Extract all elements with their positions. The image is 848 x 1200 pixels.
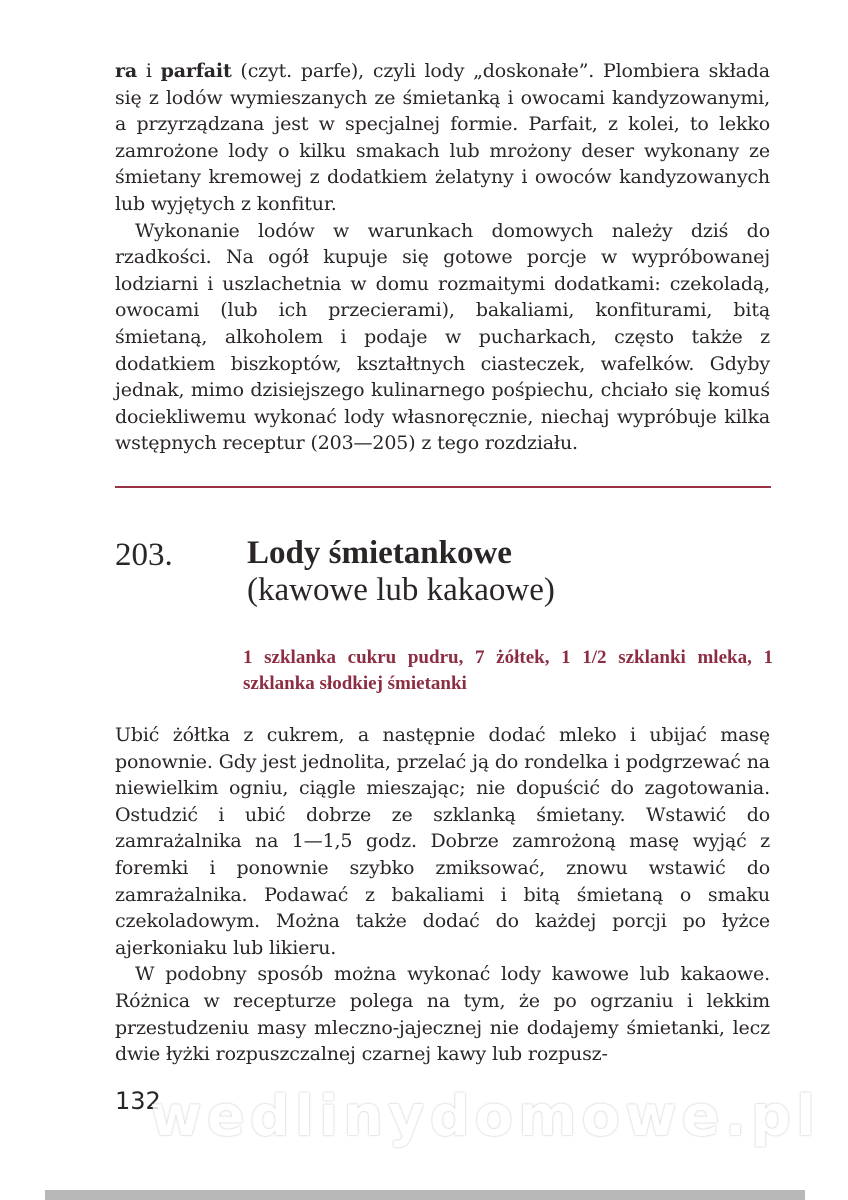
intro-text-fragment-2: (czyt. parfe), czyli lody „doskonałe”. Plombiera składa się z lodów wymieszanych ze śmietanką i owocami kandyzowanymi, a przyrządzana jest w specjalnej formie. Parfait, z kolei, to lekko zamrożone lody o kilku smakach lub mrożony deser wykonany ze śmietany kremowej z dodatkiem żelatyny i owoców kandyzowanych lub wyjętych z konfitur. [115, 60, 770, 215]
intro-paragraph-1 [115, 58, 770, 218]
intro-text [115, 58, 770, 457]
recipe-ingredients: 1 szklanka cukru pudru, 7 żółtek, 1 1/2 szklanki mleka, 1 szklanka słodkiej śmietanki [243, 647, 773, 694]
recipe-number: 203. [115, 537, 173, 573]
term-parfait: parfait [160, 60, 232, 82]
method-paragraph-2: W podobny sposób można wykonać lody kawowe lub kakaowe. Różnica w recepturze polega na tym, że po ogrzaniu i lekkim przestudzeniu masy mleczno-jajecznej nie dodajemy śmietanki, lecz dwie łyżki rozpuszczalnej czarnej kawy lub rozpusz- [115, 963, 770, 1066]
term-plombiera-end: ra [115, 60, 138, 82]
scan-edge-strip [45, 1190, 805, 1200]
recipe-subtitle: (kawowe lub kakaowe) [247, 572, 555, 608]
section-divider [115, 486, 771, 488]
method-paragraph-1: Ubić żółtka z cukrem, a następnie dodać mleko i ubijać masę ponownie. Gdy jest jednolita, przelać ją do rondelka i podgrzewać na niewielkim ogniu, ciągle mieszając; nie dopuścić do zagotowania. Ostudzić i ubić dobrze ze szklanką śmietany. Wstawić do zamrażalnika na 1—1,5 godz. Dobrze zamrożoną masę wyjąć z foremki i ponownie szybko zmiksować, znowu wstawić do zamrażalnika. Podawać z bakaliami i bitą śmietaną o smaku czekoladowym. Można także dodać do każdej porcji po łyżce ajerkoniaku lub likieru. [115, 724, 770, 959]
watermark: wedlinydomowe.pl [150, 1084, 821, 1149]
intro-paragraph-2: Wykonanie lodów w warunkach domowych należy dziś do rzadkości. Na ogół kupuje się gotowe porcje w wypróbowanej lodziarni i uszlachetnia w domu rozmaitymi dodatkami: czekoladą, owocami (lub ich przecierami), bakaliami, konfiturami, bitą śmietaną, alkoholem i podaje w pucharkach, często także z dodatkiem biszkoptów, kształtnych ciasteczek, wafelków. Gdyby jednak, mimo dzisiejszego kulinarnego pośpiechu, chciało się komuś dociekliwemu wykonać lody własnoręcznie, niechaj wypróbuje kilka wstępnych receptur (203—205) z tego rozdziału. [115, 219, 770, 455]
intro-text-fragment: i [137, 60, 161, 82]
page-number: 132 [115, 1087, 161, 1115]
recipe-title: Lody śmietankowe [247, 535, 512, 571]
recipe-method [115, 722, 770, 1068]
